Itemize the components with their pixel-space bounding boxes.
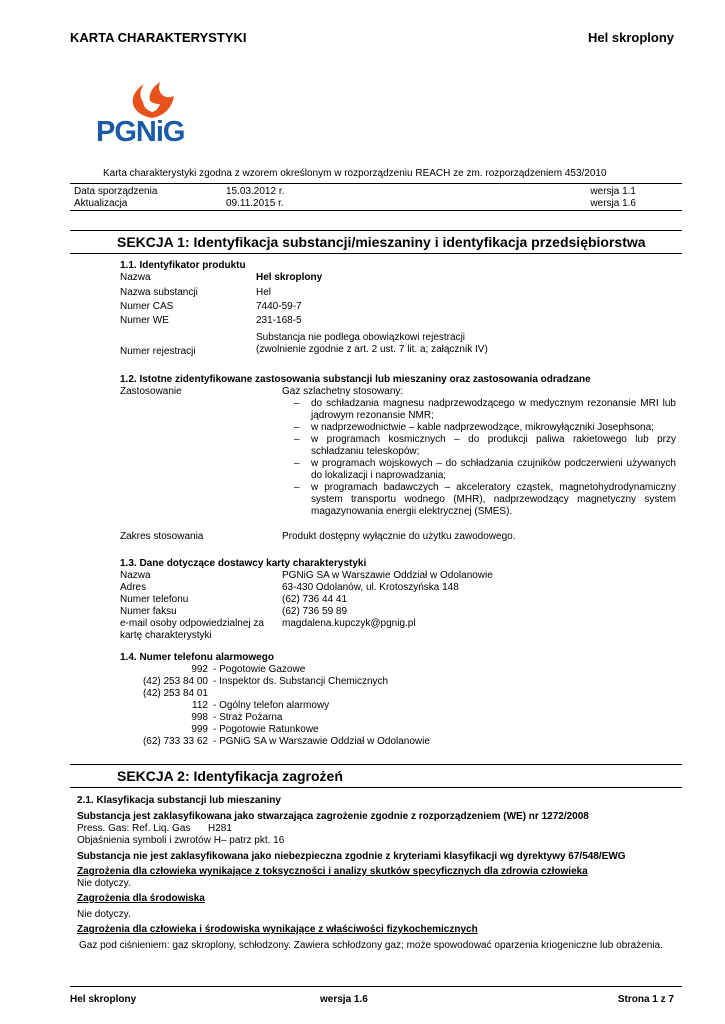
s11-heading: 1.1. Identyfikator produktu	[120, 260, 246, 271]
date-label: Aktualizacja	[74, 198, 128, 209]
s11-row	[120, 301, 620, 313]
s13-heading: 1.3. Dane dotyczące dostawcy karty charakterystyki	[120, 558, 367, 569]
date-value: 09.11.2015 r.	[226, 198, 284, 209]
section1-title: SEKCJA 1: Identyfikacja substancji/mieszaniny i identyfikacja przedsiębiorstwa	[117, 234, 646, 250]
list-item: – w nadprzewodnictwie – kable nadprzewodzące, mikrowyłączniki Josephsona;	[294, 422, 654, 433]
phys-heading: Zagrożenia dla człowieka i środowiska wynikające z właściwości fizykochemicznych	[77, 924, 478, 935]
supplier-row: Nazwa PGNiG SA w Warszawie Oddział w Odolanowie	[120, 570, 493, 581]
supplier-row: Numer faksu (62) 736 59 89	[120, 606, 348, 617]
env-heading: Zagrożenia dla środowiska	[77, 893, 205, 904]
email-label: e-mail osoby odpowiedzialnej za	[120, 618, 264, 629]
s11-label: Numer CAS	[120, 301, 174, 312]
s11-row	[120, 315, 620, 327]
s11-row	[120, 272, 620, 284]
email-value[interactable]: magdalena.kupczyk@pgnig.pl	[282, 618, 416, 629]
registration-note: (zwolnienie zgodnie z art. 2 ust. 7 lit. a; załącznik IV)	[256, 344, 488, 355]
clp-statement: Substancja jest zaklasyfikowana jako stwarzająca zagrożenie zgodnie z rozporządzeniem (WE) nr 1272/2008	[77, 811, 589, 822]
flame-icon	[122, 78, 182, 120]
date-row	[74, 186, 636, 198]
health-text: Nie dotyczy.	[77, 878, 131, 889]
s21-heading: 2.1. Klasyfikacja substancji lub mieszaniny	[77, 795, 281, 806]
emergency-list	[0, 664, 725, 748]
scope-label: Zakres stosowania	[120, 531, 204, 542]
footer-version: wersja 1.6	[320, 994, 368, 1005]
registration-label: Numer rejestracji	[120, 346, 196, 357]
use-list	[294, 398, 676, 518]
s11-label: Nazwa	[120, 272, 151, 283]
clp-note: Objaśnienia symboli i zwrotów H– patrz pkt. 16	[77, 835, 285, 846]
version-value: wersja 1.6	[590, 198, 636, 209]
supplier-row: Adres 63-430 Odolanów, ul. Krotoszyńska 148	[120, 582, 459, 593]
s11-row	[120, 287, 620, 299]
list-item: (42) 253 84 01	[142, 688, 208, 699]
list-item: 992 - Pogotowie Gazowe	[191, 664, 306, 675]
supplier-row: Numer telefonu (62) 736 44 41	[120, 594, 348, 605]
date-value: 15.03.2012 r.	[226, 186, 285, 197]
s11-value: 7440-59-7	[256, 301, 302, 312]
list-item: – w programach wojskowych – do schładzania czujników podczerwieni używanych do lokalizacji i naprowadzania;	[294, 458, 676, 481]
email-label: kartę charakterystyki	[120, 630, 212, 641]
reach-intro: Karta charakterystyki zgodna z wzorem określonym w rozporządzeniu REACH ze zm. rozporządzeniem 453/2010	[103, 168, 607, 179]
registration-note: Substancja nie podlega obowiązkowi rejestracji	[256, 332, 466, 343]
section2-title: SEKCJA 2: Identyfikacja zagrożeń	[117, 768, 343, 784]
clp-class: Press. Gas: Ref. Liq. Gas	[77, 823, 191, 834]
clp-code: H281	[208, 823, 232, 834]
list-item: (42) 253 84 00 - Inspektor ds. Substancji Chemicznych	[142, 676, 389, 687]
date-row	[74, 198, 636, 210]
phys-text: Gaz pod ciśnieniem: gaz skroplony, schłodzony. Zawiera schłodzony gaz; może spowodować oparzenia kriogeniczne lub obrażenia.	[79, 940, 663, 951]
s11-label: Nazwa substancji	[120, 287, 198, 298]
logo-text: PGNiG	[96, 116, 185, 148]
list-item: – w programach kosmicznych – do produkcji paliwa rakietowego lub przy schładzaniu teleskopów;	[294, 434, 676, 457]
s14-heading: 1.4. Numer telefonu alarmowego	[120, 652, 274, 663]
list-item: 999 - Pogotowie Ratunkowe	[191, 724, 319, 735]
product-name-header: Hel skroplony	[588, 30, 674, 45]
version-value: wersja 1.1	[590, 186, 636, 197]
scope-value: Produkt dostępny wyłącznie do użytku zawodowego.	[282, 531, 516, 542]
document-title: KARTA CHARAKTERYSTYKI	[70, 30, 247, 45]
health-heading: Zagrożenia dla człowieka wynikające z toksyczności i analizy skutków specyficznych dla zdrowia człowieka	[77, 866, 588, 877]
footer-product: Hel skroplony	[70, 994, 137, 1005]
dsd-statement: Substancja nie jest zaklasyfikowana jako niebezpieczna zgodnie z kryteriami klasyfikacji wg dyrektywy 67/548/EWG	[77, 851, 626, 862]
list-item: – w programach badawczych – akceleratory cząstek, magnetohydrodynamiczny system transportu wodnego (MHR), nadprzewodzący magnetyczny system magazynowania energii elektrycznej (SMES).	[294, 482, 676, 517]
date-label: Data sporządzenia	[74, 186, 158, 197]
list-item: – do schładzania magnesu nadprzewodzącego w medycznym rezonansie MRI lub jądrowym rezonansie NMR;	[294, 398, 676, 421]
s11-value: 231-168-5	[256, 315, 302, 326]
use-label: Zastosowanie	[120, 386, 182, 397]
pgnig-logo	[96, 78, 196, 148]
use-intro: Gaz szlachetny stosowany:	[282, 386, 404, 397]
list-item: 998 - Straż Pożarna	[191, 712, 283, 723]
env-text: Nie dotyczy.	[77, 909, 131, 920]
footer-page: Strona 1 z 7	[617, 994, 674, 1005]
list-item: 112 - Ogólny telefon alarmowy	[192, 700, 330, 711]
s12-heading: 1.2. Istotne zidentyfikowane zastosowania substancji lub mieszaniny oraz zastosowania odradzane	[120, 374, 591, 385]
s11-value: Hel	[256, 287, 272, 298]
s11-label: Numer WE	[120, 315, 169, 326]
list-item: (62) 733 33 62 - PGNiG SA w Warszawie Oddział w Odolanowie	[142, 736, 430, 747]
s11-value: Hel skroplony	[256, 272, 323, 283]
